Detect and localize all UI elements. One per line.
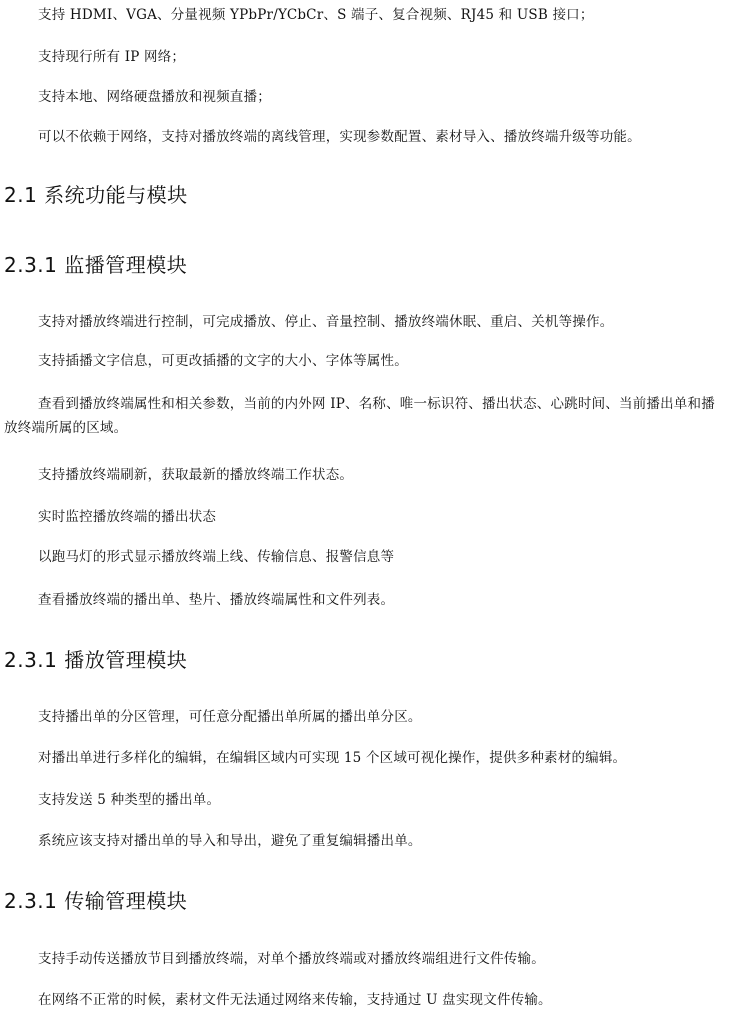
- monitor-paragraph: 支持插播文字信息，可更改插播的文字的大小、字体等属性。: [38, 353, 408, 369]
- playback-paragraph: 支持发送 5 种类型的播出单。: [38, 792, 221, 808]
- monitor-paragraph: 支持对播放终端进行控制，可完成播放、停止、音量控制、播放终端休眠、重启、关机等操作。: [38, 314, 614, 330]
- transfer-paragraph: 支持手动传送播放节目到播放终端，对单个播放终端或对播放终端组进行文件传输。: [38, 951, 545, 967]
- paragraph-local-playback: 支持本地、网络硬盘播放和视频直播；: [38, 89, 271, 105]
- playback-paragraph: 系统应该支持对播出单的导入和导出，避免了重复编辑播出单。: [38, 833, 422, 849]
- playback-paragraph: 对播出单进行多样化的编辑，在编辑区域内可实现 15 个区域可视化操作，提供多种素材的编辑。: [38, 750, 627, 766]
- monitor-paragraph: 查看到播放终端属性和相关参数，当前的内外网 IP、名称、唯一标识符、播出状态、心跳时间、当前播出单和播放终端所属的区域。: [4, 396, 715, 436]
- transfer-paragraph: 在网络不正常的时候，素材文件无法通过网络来传输，支持通过 U 盘实现文件传输。: [38, 992, 552, 1008]
- paragraph-ip-networks: 支持现行所有 IP 网络；: [38, 49, 186, 65]
- playback-paragraph: 支持播出单的分区管理，可任意分配播出单所属的播出单分区。: [38, 709, 422, 725]
- paragraph-interfaces: 支持 HDMI、VGA、分量视频 YPbPr/YCbCr、S 端子、复合视频、RJ45 和 USB 接口；: [38, 7, 594, 23]
- monitor-heading: 2.3.1 监播管理模块: [4, 253, 188, 277]
- monitor-paragraph: 以跑马灯的形式显示播放终端上线、传输信息、报警信息等: [38, 549, 395, 565]
- paragraph-offline-management: 可以不依赖于网络，支持对播放终端的离线管理，实现参数配置、素材导入、播放终端升级等功能。: [38, 129, 641, 145]
- monitor-paragraph: 实时监控播放终端的播出状态: [38, 509, 217, 525]
- section-title: 2.1 系统功能与模块: [4, 183, 188, 207]
- transfer-heading: 2.3.1 传输管理模块: [4, 889, 188, 913]
- monitor-paragraph: 支持播放终端刷新，获取最新的播放终端工作状态。: [38, 467, 354, 483]
- playback-heading: 2.3.1 播放管理模块: [4, 648, 188, 672]
- monitor-paragraph: 查看播放终端的播出单、垫片、播放终端属性和文件列表。: [38, 592, 395, 608]
